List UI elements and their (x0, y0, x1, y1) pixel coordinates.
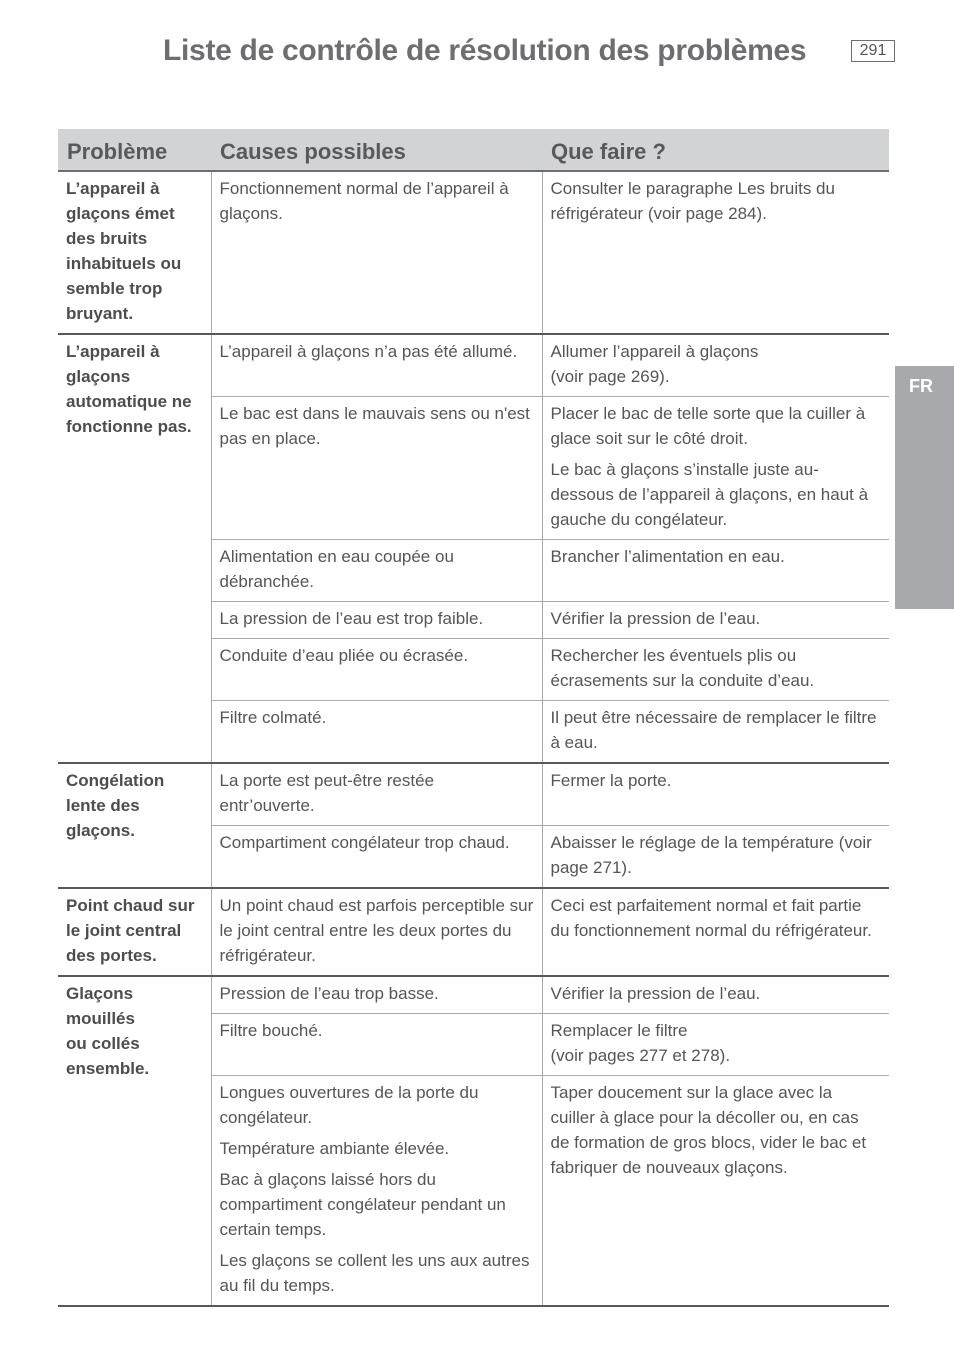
action-cell (542, 171, 889, 334)
column-header-causes: Causes possibles (211, 129, 542, 171)
cause-cell (211, 171, 542, 334)
action-cell (542, 701, 889, 764)
cause-text: Fonctionnement normal de l’appareil à glaçons. (219, 179, 509, 223)
action-cell (542, 540, 889, 602)
action-text: Ceci est parfaitement normal et fait partie du fonctionnement normal du réfrigérateur. (550, 896, 872, 940)
action-cell (542, 976, 889, 1014)
cause-cell (211, 1014, 542, 1076)
action-text: Abaisser le réglage de la température (voir page 271). (550, 833, 872, 877)
problem-text: Congélation lente des glaçons. (66, 771, 165, 840)
cause-cell (211, 602, 542, 639)
cause-cell (211, 826, 542, 889)
problem-text: L’appareil à glaçons émet des bruits inhabituels ou semble trop bruyant. (66, 179, 182, 323)
cause-text: Pression de l’eau trop basse. (219, 984, 439, 1003)
cause-text: La pression de l’eau est trop faible. (219, 609, 484, 628)
problem-cell (58, 976, 211, 1306)
column-header-actions: Que faire ? (542, 129, 889, 171)
cause-text: Longues ouvertures de la porte du congélateur. (219, 1083, 479, 1127)
cause-cell (211, 1076, 542, 1307)
action-cell (542, 826, 889, 889)
table-row (58, 888, 889, 976)
table-row (58, 334, 889, 397)
language-tab-label: FR (909, 376, 933, 396)
problem-text: Glaçons mouillés ou collés ensemble. (66, 984, 150, 1078)
problem-cell (58, 888, 211, 976)
action-text: Fermer la porte. (550, 771, 672, 790)
column-header-problem: Problème (58, 129, 211, 171)
table-row (58, 171, 889, 334)
action-text: Consulter le paragraphe Les bruits du réfrigérateur (voir page 284). (550, 179, 835, 223)
action-cell (542, 763, 889, 826)
problem-text: Point chaud sur le joint central des portes. (66, 896, 195, 965)
cause-text: Alimentation en eau coupée ou débranchée. (219, 547, 454, 591)
cause-cell (211, 888, 542, 976)
action-cell (542, 1076, 889, 1307)
action-cell (542, 1014, 889, 1076)
action-text: Rechercher les éventuels plis ou écrasements sur la conduite d’eau. (550, 646, 815, 690)
table-row (58, 976, 889, 1014)
action-text: Taper doucement sur la glace avec la cuiller à glace pour la décoller ou, en cas de formation de gros blocs, vider le bac et fabriquer de nouveaux glaçons. (550, 1083, 867, 1177)
table-body (58, 171, 889, 1306)
cause-cell (211, 397, 542, 540)
action-cell (542, 397, 889, 540)
action-text: Remplacer le filtre (voir pages 277 et 278). (550, 1021, 731, 1065)
page-title: Liste de contrôle de résolution des problèmes (163, 34, 807, 67)
cause-cell (211, 976, 542, 1014)
action-text: Il peut être nécessaire de remplacer le filtre à eau. (550, 708, 877, 752)
cause-text: Température ambiante élevée. (219, 1139, 450, 1158)
problem-text: L’appareil à glaçons automatique ne fonctionne pas. (66, 342, 192, 436)
cause-text: L’appareil à glaçons n’a pas été allumé. (219, 342, 518, 361)
action-cell (542, 334, 889, 397)
cause-text: Compartiment congélateur trop chaud. (219, 833, 510, 852)
table-header-row (58, 129, 889, 171)
page-number: 291 (851, 40, 895, 62)
action-text: Allumer l’appareil à glaçons (voir page 269). (550, 342, 759, 386)
action-text: Brancher l’alimentation en eau. (550, 547, 785, 566)
cause-cell (211, 763, 542, 826)
cause-text: La porte est peut-être restée entr’ouverte. (219, 771, 435, 815)
cause-text: Conduite d’eau pliée ou écrasée. (219, 646, 469, 665)
cause-text: Bac à glaçons laissé hors du compartiment congélateur pendant un certain temps. (219, 1170, 506, 1239)
action-text: Vérifier la pression de l’eau. (550, 984, 761, 1003)
action-cell (542, 639, 889, 701)
problem-cell (58, 334, 211, 763)
language-tab (895, 366, 954, 609)
troubleshooting-table (58, 129, 889, 1307)
action-text: Vérifier la pression de l’eau. (550, 609, 761, 628)
cause-text: Les glaçons se collent les uns aux autres au fil du temps. (219, 1251, 530, 1295)
action-text: Le bac à glaçons s’installe juste au-dessous de l’appareil à glaçons, en haut à gauche du congélateur. (550, 460, 869, 529)
cause-text: Un point chaud est parfois perceptible sur le joint central entre les deux portes du réfrigérateur. (219, 896, 534, 965)
cause-text: Filtre colmaté. (219, 708, 327, 727)
action-text: Placer le bac de telle sorte que la cuiller à glace soit sur le côté droit. (550, 404, 866, 448)
cause-cell (211, 334, 542, 397)
cause-cell (211, 639, 542, 701)
cause-cell (211, 701, 542, 764)
problem-cell (58, 171, 211, 334)
cause-text: Le bac est dans le mauvais sens ou n'est pas en place. (219, 404, 530, 448)
action-cell (542, 888, 889, 976)
cause-text: Filtre bouché. (219, 1021, 323, 1040)
cause-cell (211, 540, 542, 602)
problem-cell (58, 763, 211, 888)
table-row (58, 763, 889, 826)
action-cell (542, 602, 889, 639)
